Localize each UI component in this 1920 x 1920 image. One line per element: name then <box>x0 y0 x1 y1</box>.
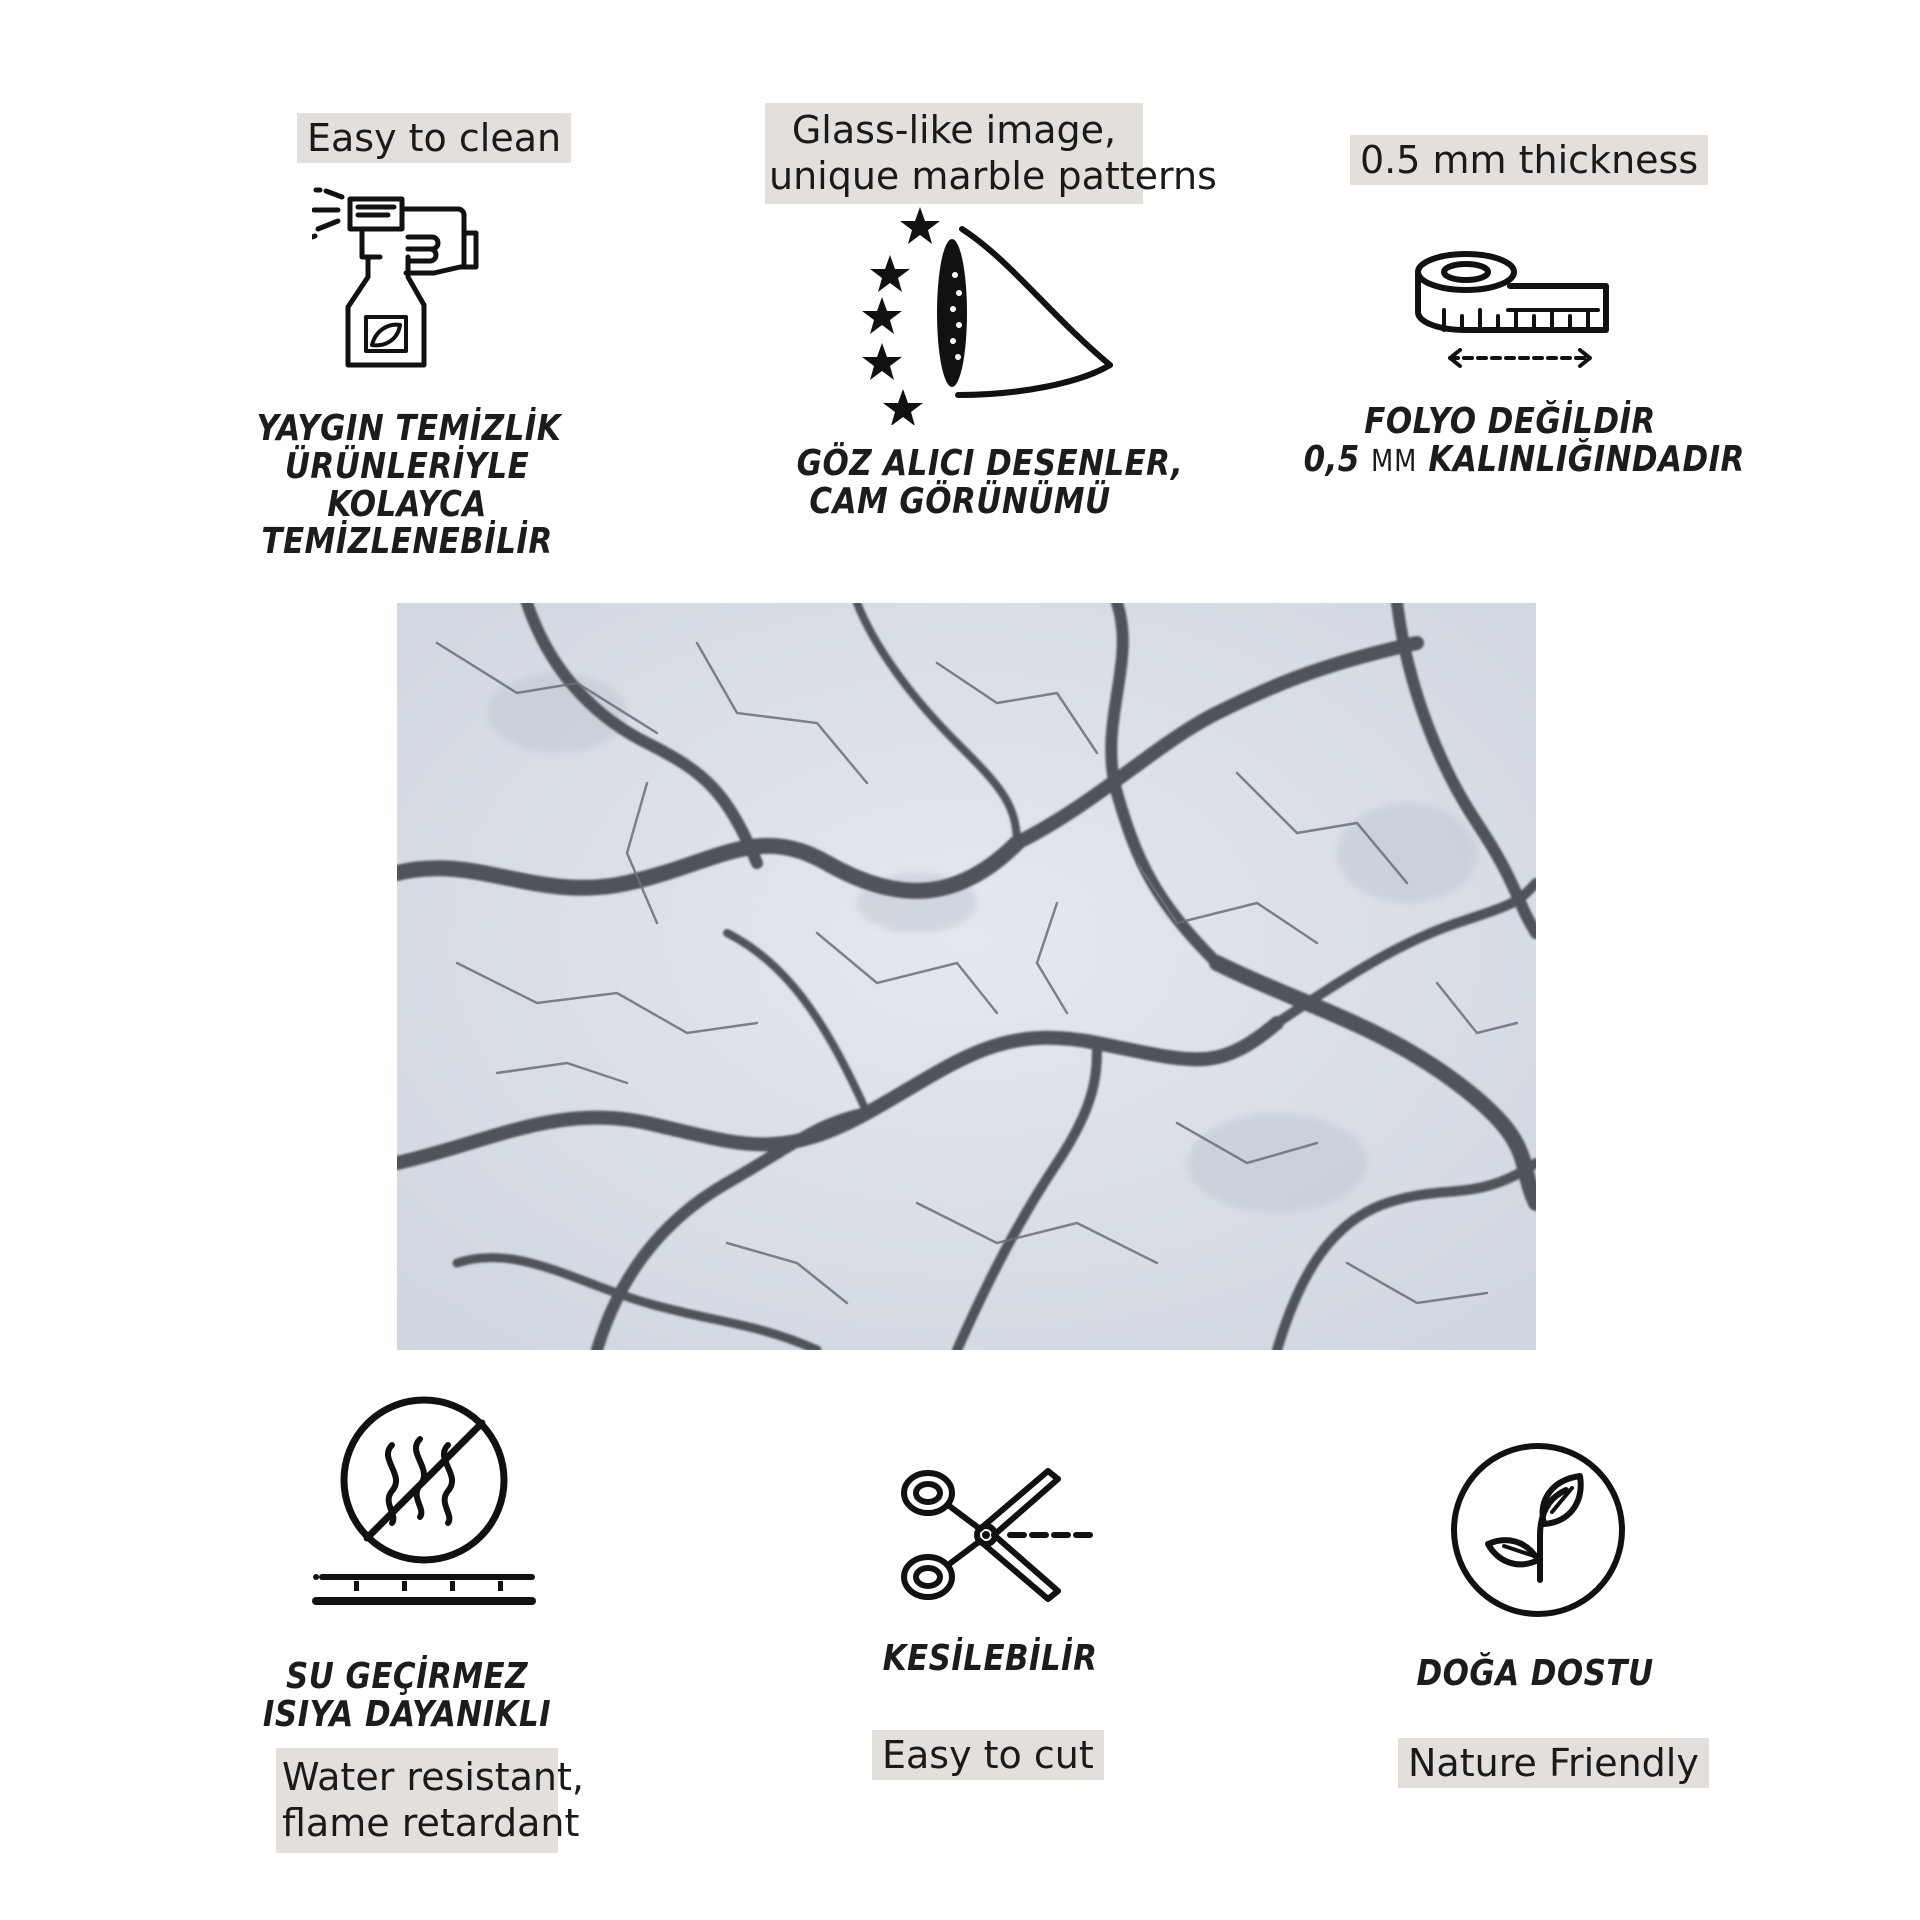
en-line: unique marble patterns <box>769 154 1217 199</box>
tr-water-resistant <box>257 1658 558 1734</box>
tr-line: SU GEÇİRMEZ <box>285 1656 528 1697</box>
en-line: Water resistant, <box>282 1755 584 1799</box>
label-nature-friendly: Nature Friendly <box>1398 1738 1709 1788</box>
tr-nature-friendly <box>1385 1655 1686 1693</box>
tr-easy-to-clean <box>256 408 562 563</box>
tr-thickness-unit: MM <box>1370 443 1418 479</box>
spray-bottle-icon <box>312 185 492 370</box>
label-glass-like <box>765 103 1217 204</box>
leaf-circle-icon <box>1448 1440 1628 1620</box>
no-heat-icon <box>312 1395 537 1615</box>
tr-thickness-value: 0,5 <box>1303 438 1360 480</box>
label-thickness: 0.5 mm thickness <box>1350 135 1708 185</box>
tr-line: DOĞA DOSTU <box>1416 1653 1654 1694</box>
marble-panel-image <box>397 603 1536 1350</box>
measuring-tape-icon <box>1414 250 1614 370</box>
en-line: flame retardant <box>282 1801 580 1846</box>
label-water-resistant <box>276 1748 584 1853</box>
tr-line: GÖZ ALICI DESENLER, <box>796 443 1184 484</box>
scissors-icon <box>898 1465 1098 1605</box>
tr-line: KESİLEBİLİR <box>882 1638 1098 1679</box>
en-line: Glass-like image, <box>791 108 1117 152</box>
tr-thickness-suffix: KALINLIĞINDADIR <box>1428 438 1745 480</box>
label-easy-to-cut: Easy to cut <box>872 1730 1104 1780</box>
tr-line: FOLYO DEĞİLDİR <box>1364 401 1656 442</box>
tr-thickness <box>1303 401 1745 480</box>
tr-line: YAYGIN TEMİZLİK <box>256 408 562 449</box>
tr-line: CAM GÖRÜNÜMÜ <box>809 480 1111 522</box>
eye-stars-icon <box>860 205 1120 425</box>
label-easy-to-clean: Easy to clean <box>297 113 571 163</box>
tr-line: ISIYA DAYANIKLI <box>262 1693 552 1735</box>
tr-line <box>1303 438 1745 480</box>
tr-line: KOLAYCA <box>327 483 487 525</box>
tr-glass-like <box>796 443 1184 522</box>
tr-line: TEMİZLENEBİLİR <box>261 521 553 563</box>
tr-line: ÜRÜNLERİYLE <box>284 445 530 487</box>
tr-easy-to-cut <box>840 1640 1141 1678</box>
